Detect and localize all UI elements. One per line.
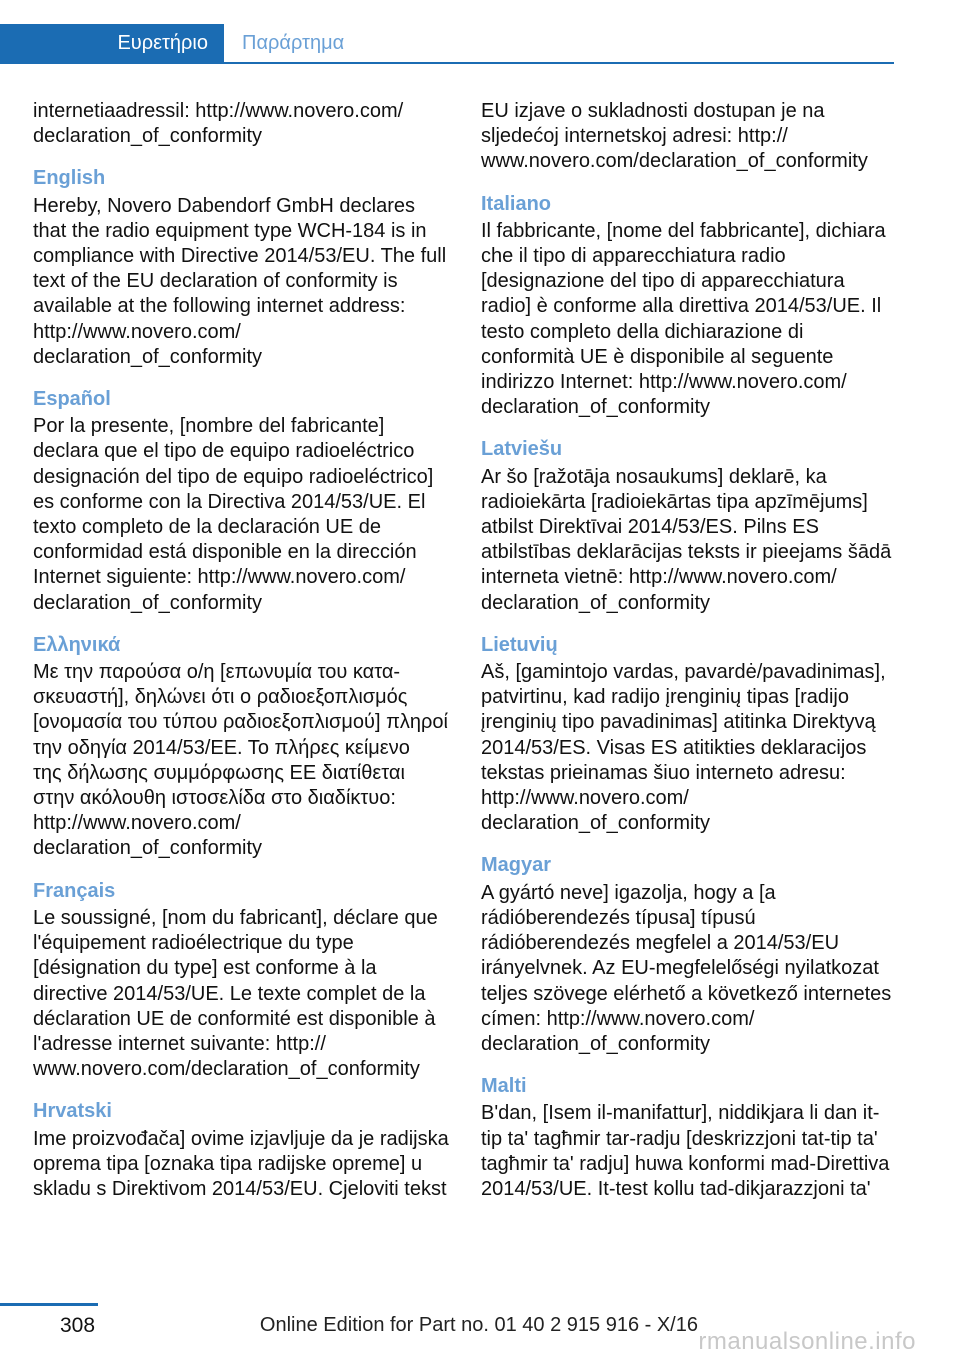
section-heading: Italiano (481, 192, 552, 215)
paragraph: Le soussigné, [nom du fabricant], déclare que l'équipement radioélectrique du type [désignation du type] est conforme à la directive 2014/53/UE. Le texte complet de la déclaration UE de conformité est disponible à l'adresse internet suivante: http:// www.novero.com/declaration_of_conformity (33, 906, 438, 1081)
section-heading: Hrvatski (33, 1100, 112, 1123)
section-heading: English (33, 167, 106, 190)
paragraph: A gyártó neve] igazolja, hogy a [a rádióberendezés típusa] típusú rádióberendezés megfelel a 2014/53/EU irányelvnek. Az EU-megfelelőségi nyilatkozat teljes szövege elérhető a következő internetes címen: http://www.novero.com/ declaration_of_conformity (481, 881, 892, 1055)
section-heading: Lietuvių (481, 633, 558, 656)
paragraph: Hereby, Novero Dabendorf GmbH declares that the radio equipment type WCH-184 is in compliance with Directive 2014/53/EU. The full text of the EU declaration of conformity is available at the following internet address: http://www.novero.com/ declaration_of_conformity (33, 194, 447, 368)
page-number: 308 (60, 1314, 96, 1337)
paragraph: Aš, [gamintojo vardas, pavardė/pavadinimas], patvirtinu, kad radijo įrenginių tipas [radijo įrenginių tipo pavadinimas] atitinka Direktyvą 2014/53/ES. Visas ES atitikties deklaracijos tekstas prieinamas šiuo interneto adresu: http://www.novero.com/ declaration_of_conformity (481, 661, 886, 835)
tab-appendix[interactable]: Παράρτημα (242, 32, 345, 54)
paragraph: B'dan, [Isem il-manifattur], niddikjara li dan it- tip ta' tagħmir tar-radju [deskrizzjoni tat-tip ta' tagħmir ta' radju] huwa konformi mad-Direttiva 2014/53/UE. It-test kollu tad-dikjarazzjoni ta' (481, 1102, 890, 1200)
paragraph: Ar šo [ražotāja nosaukums] deklarē, ka radioiekārta [radioiekārtas tipa apzīmējums] atbilst Direktīvai 2014/53/ES. Pilns ES atbilstības deklarācijas teksts ir pieejams šādā interneta vietnē: http://www.novero.com/ declaration_of_conformity (481, 465, 892, 614)
section-heading: Latviešu (481, 438, 563, 461)
edition-note: Online Edition for Part no. 01 40 2 915 916 - X/16 (259, 1314, 698, 1336)
section-heading: Español (33, 388, 111, 411)
paragraph: Il fabbricante, [nome del fabbricante], dichiara che il tipo di apparecchiatura radio [designazione del tipo di apparecchiatura radio] è conforme alla direttiva 2014/53/UE. Il testo completo della dichiarazione di conformità UE è disponibile al seguente indirizzo Internet: http://www.novero.com/ declaration_of_conformity (481, 219, 886, 419)
paragraph: EU izjave o sukladnosti dostupan je na sljedećoj internetskoj adresi: http:// www.novero.com/declaration_of_conformity (481, 100, 868, 173)
footer-rule (0, 1303, 98, 1306)
tab-index[interactable]: Ευρετήριο (0, 24, 224, 62)
section-heading: Français (33, 879, 116, 902)
section-heading: Malti (481, 1075, 527, 1098)
paragraph: Ime proizvođača] ovime izjavljuje da je radijska oprema tipa [oznaka tipa radijske opreme] u skladu s Direktivom 2014/53/EU. Cjeloviti tekst (33, 1127, 449, 1200)
section-heading: Magyar (481, 854, 552, 877)
tab-bar (0, 24, 894, 64)
paragraph: Με την παρούσα ο/η [επωνυμία του κατα- σκευαστή], δηλώνει ότι ο ραδιοεξοπλισμός [ονομασία του τύπου ραδιοεξοπλισμού] πληροί την οδηγία 2014/53/ΕΕ. Το πλήρες κείμενο της δήλωσης συμμόρφωσης ΕΕ διατίθεται στην ακόλουθη ιστοσελίδα στο διαδίκτυο: http://www.novero.com/ declaration_of_conformity (33, 661, 448, 860)
watermark-text: rmanualsonline.info (698, 1328, 916, 1355)
section-heading: Ελληνικά (33, 633, 121, 656)
right-column (481, 99, 901, 1202)
left-column (33, 99, 453, 1202)
paragraph: internetiaadressil: http://www.novero.com/ declaration_of_conformity (33, 100, 404, 148)
paragraph: Por la presente, [nombre del fabricante] declara que el tipo de equipo radioeléctrico designación del tipo de equipo radioeléctrico] es conforme con la Directiva 2014/53/UE. El texto completo de la declaración UE de conformidad está disponible en la dirección Internet siguiente: http://www.novero.com/ declaration_of_conformity (33, 415, 434, 614)
